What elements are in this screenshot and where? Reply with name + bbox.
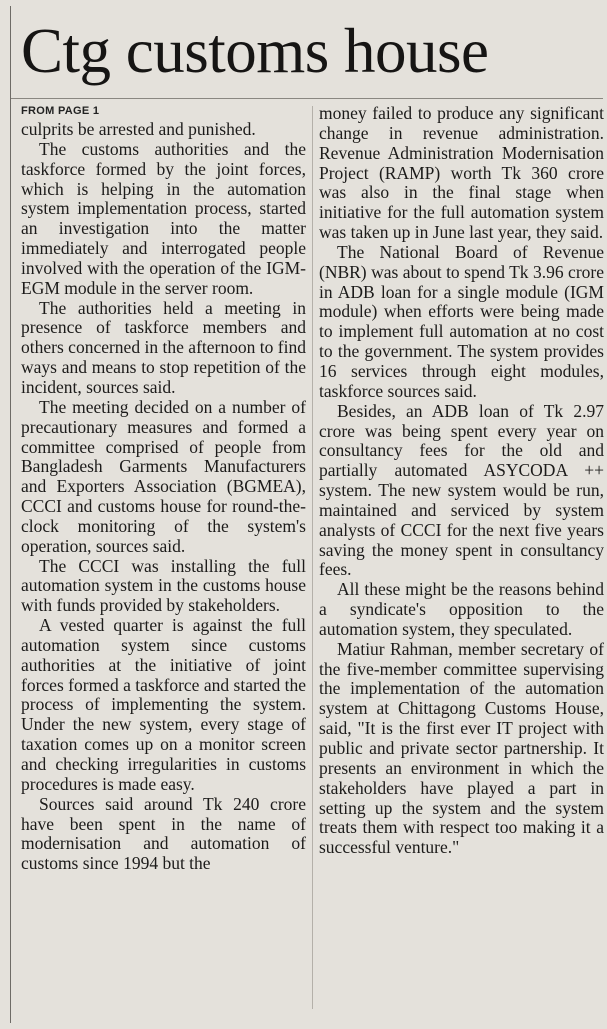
newspaper-clipping	[10, 6, 603, 1023]
paragraph: A vested quarter is against the full automation system since customs authorities at the initiative of joint forces formed a taskforce and started the process of implementing the system. Under the new system, every stage of taxation comes up on a monitor screen and checking irregularities in customs procedures is made easy.	[21, 615, 306, 794]
paragraph: The meeting decided on a number of precautionary measures and formed a committee comprised of people from Bangladesh Garments Manufacturers and Exporters Association (BGMEA), CCCI and customs house for round-the-clock monitoring of the system's operation, sources said.	[21, 396, 306, 556]
column-divider	[312, 106, 313, 1009]
paragraph: The National Board of Revenue (NBR) was about to spend Tk 3.96 crore in ADB loan for a single module (IGM module) when efforts were being made to implement full automation at no cost to the government. The system provides 16 services through eight modules, taskforce sources said.	[319, 241, 604, 401]
right-column	[319, 104, 604, 858]
paragraph: Matiur Rahman, member secretary of the five-member committee supervising the implementation of the automation system at Chittagong Customs House, said, "It is the first ever IT project with public and private sector partnership. It presents an environment in which the stakeholders have played a part in setting up the system and the system treats them with respect too making it a successful venture."	[319, 638, 604, 858]
jump-label: FROM PAGE 1	[21, 105, 100, 117]
paragraph: All these might be the reasons behind a syndicate's opposition to the automation system, they speculated.	[319, 579, 604, 639]
paragraph: Besides, an ADB loan of Tk 2.97 crore was being spent every year on consultancy fees for the old and partially automated ASYCODA ++ system. The new system would be run, maintained and serviced by system analysts of CCCI for the next five years saving the money spent in consultancy fees.	[319, 400, 604, 580]
paragraph: The customs authorities and the taskforce formed by the joint forces, which is helping in the automation system implementation process, started an investigation into the matter immediately and interrogated people involved with the operation of the IGM-EGM module in the server room.	[21, 138, 306, 298]
left-column	[21, 104, 306, 874]
headline-rule	[11, 98, 603, 99]
paragraph: culprits be arrested and punished.	[21, 119, 256, 139]
paragraph: Sources said around Tk 240 crore have been spent in the name of modernisation and automation of customs since 1994 but the	[21, 793, 306, 874]
headline: Ctg customs house	[21, 16, 489, 86]
paragraph: money failed to produce any significant change in revenue administration. Revenue Administration Modernisation Project (RAMP) worth Tk 360 crore was also in the final stage when initiative for the full automation system was taken up in June last year, they said.	[319, 103, 604, 243]
paragraph: The CCCI was installing the full automation system in the customs house with funds provided by stakeholders.	[21, 555, 306, 616]
paragraph: The authorities held a meeting in presence of taskforce members and others concerned in the afternoon to find ways and means to stop repetition of the incident, sources said.	[21, 297, 306, 397]
